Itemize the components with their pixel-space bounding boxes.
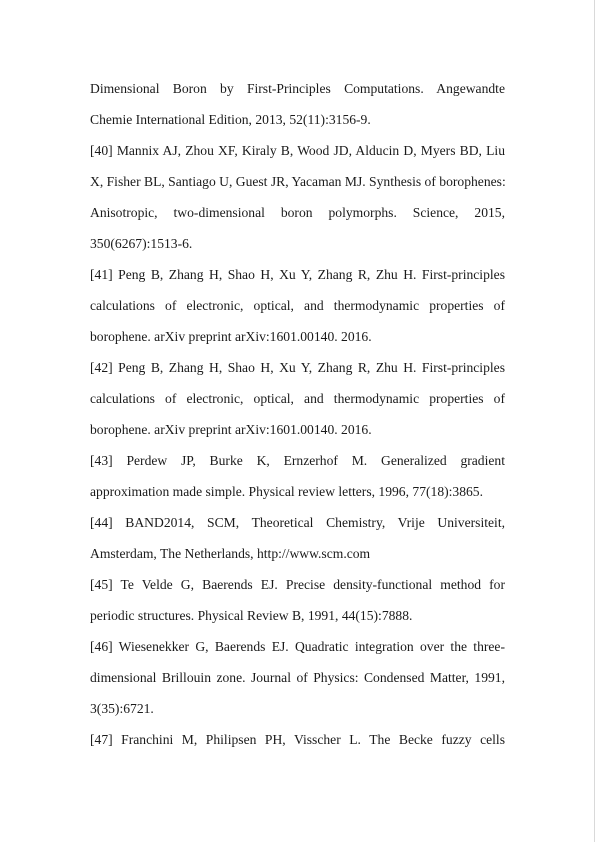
reference-line: [41] Peng B, Zhang H, Shao H, Xu Y, Zhang R, Zhu H. First-principles — [90, 267, 505, 282]
reference-line: approximation made simple. Physical review letters, 1996, 77(18):3865. — [90, 484, 484, 499]
reference-line: [43] Perdew JP, Burke K, Ernzerhof M. Generalized gradient — [90, 453, 505, 468]
reference-line: Amsterdam, The Netherlands, http://www.scm.com — [90, 546, 371, 561]
reference-line: calculations of electronic, optical, and thermodynamic properties of — [90, 391, 505, 406]
reference-line: 350(6267):1513-6. — [90, 236, 193, 251]
reference-line: dimensional Brillouin zone. Journal of Physics: Condensed Matter, 1991, — [90, 670, 505, 685]
reference-line: periodic structures. Physical Review B, 1991, 44(15):7888. — [90, 608, 413, 623]
reference-line: borophene. arXiv preprint arXiv:1601.00140. 2016. — [90, 422, 372, 437]
reference-line: Chemie International Edition, 2013, 52(11):3156-9. — [90, 112, 371, 127]
reference-list — [90, 79, 505, 761]
reference-line: [42] Peng B, Zhang H, Shao H, Xu Y, Zhang R, Zhu H. First-principles — [90, 360, 505, 375]
reference-line: X, Fisher BL, Santiago U, Guest JR, Yacaman MJ. Synthesis of borophenes: — [90, 174, 506, 189]
reference-line: [45] Te Velde G, Baerends EJ. Precise density-functional method for — [90, 577, 505, 592]
reference-line: Anisotropic, two-dimensional boron polymorphs. Science, 2015, — [90, 205, 505, 220]
reference-line: calculations of electronic, optical, and thermodynamic properties of — [90, 298, 505, 313]
reference-line: [47] Franchini M, Philipsen PH, Visscher L. The Becke fuzzy cells — [90, 732, 505, 747]
reference-line: 3(35):6721. — [90, 701, 154, 716]
reference-line: [40] Mannix AJ, Zhou XF, Kiraly B, Wood JD, Alducin D, Myers BD, Liu — [90, 143, 505, 158]
reference-line: Dimensional Boron by First-Principles Computations. Angewandte — [90, 81, 505, 96]
reference-line: [44] BAND2014, SCM, Theoretical Chemistry, Vrije Universiteit, — [90, 515, 505, 530]
reference-line: borophene. arXiv preprint arXiv:1601.00140. 2016. — [90, 329, 372, 344]
reference-line: [46] Wiesenekker G, Baerends EJ. Quadratic integration over the three- — [90, 639, 505, 654]
